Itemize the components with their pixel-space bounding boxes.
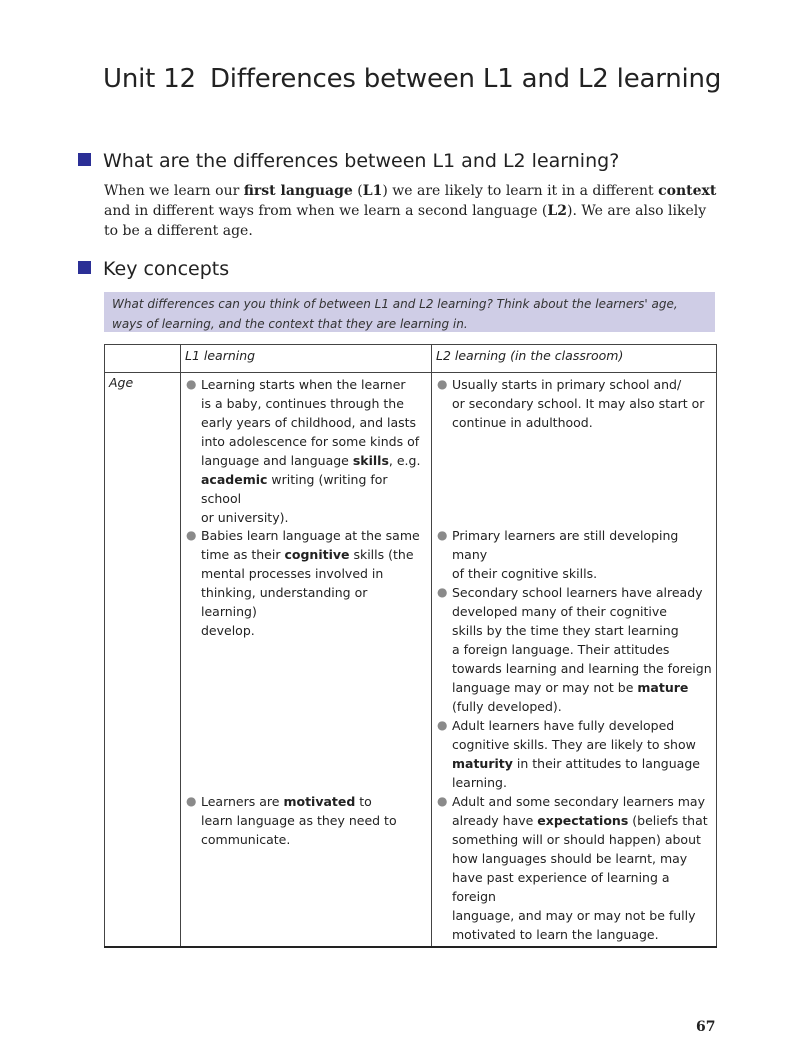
table-row-age: [105, 373, 717, 948]
square-bullet-icon: [78, 153, 91, 166]
section-heading-differences: [78, 150, 619, 172]
key-term: motivated: [283, 794, 356, 809]
discussion-prompt: What differences can you think of between L1 and L2 learning? Think about the learners' age, ways of learning, and the context that they are learning in.: [104, 292, 715, 332]
l2-bullet-item: ● Adult learners have fully developed cognitive skills. They are likely to show maturity in their attitudes to language learning.: [437, 718, 700, 790]
key-term: cognitive: [284, 547, 350, 562]
page-number: 67: [696, 1019, 716, 1035]
bullet-dot-icon: ●: [437, 718, 448, 732]
bullet-dot-icon: ●: [186, 794, 197, 808]
table-header-blank: [105, 345, 181, 373]
key-term: mature: [637, 680, 689, 695]
l1-group-1: [185, 375, 427, 526]
l2-learning-cell: [432, 373, 717, 948]
bullet-dot-icon: ●: [437, 377, 448, 391]
key-term: L2: [547, 203, 567, 219]
section-heading-key-concepts: [78, 258, 229, 280]
key-term: expectations: [537, 813, 629, 828]
section-heading-text: What are the differences between L1 and L2 learning?: [103, 150, 620, 172]
key-term: maturity: [452, 756, 513, 771]
unit-label: Unit 12: [103, 64, 196, 94]
bullet-dot-icon: ●: [437, 794, 448, 808]
key-term: L1: [362, 183, 383, 199]
l2-group-3: [436, 792, 712, 944]
bullet-dot-icon: ●: [186, 377, 197, 391]
row-label-age: Age: [105, 373, 181, 948]
l1-bullet-item: ● Learning starts when the learner is a baby, continues through the early years of childhood, and lasts into adolescence for some kinds of language and language skills, e.g. academic writing (writing for school or university).: [186, 377, 421, 525]
section-heading-text: Key concepts: [103, 258, 230, 280]
table-header-l2: L2 learning (in the classroom): [432, 345, 717, 373]
square-bullet-icon: [78, 261, 91, 274]
l1-bullet-item: ● Learners are motivated to learn language as they need to communicate.: [186, 794, 397, 847]
l2-group-2: [436, 526, 712, 792]
key-term: academic: [201, 472, 268, 487]
l2-bullet-item: ● Adult and some secondary learners may already have expectations (beliefs that something will or should happen) about how languages should be learnt, may have past experience of learning a foreign language, and may or may not be fully motivated to learn the language.: [437, 794, 708, 942]
bullet-dot-icon: ●: [186, 528, 197, 542]
table-header-l1: L1 learning: [181, 345, 432, 373]
key-term: first language: [243, 183, 353, 199]
key-term: context: [658, 183, 717, 199]
l1-group-2: [185, 526, 427, 792]
unit-title: Differences between L1 and L2 learning: [209, 64, 722, 94]
bullet-dot-icon: ●: [437, 528, 448, 542]
l1-group-3: [185, 792, 427, 849]
l1-learning-cell: [181, 373, 432, 948]
bullet-dot-icon: ●: [437, 585, 448, 599]
key-concepts-table: [104, 344, 717, 948]
l2-bullet-item: ● Usually starts in primary school and/ or secondary school. It may also start or continue in adulthood.: [437, 377, 705, 430]
key-term: skills: [352, 453, 389, 468]
page-title: [103, 64, 721, 94]
l2-bullet-item: ● Secondary school learners have already developed many of their cognitive skills by the time they start learning a foreign language. Their attitudes towards learning and learning the foreign language may or may not be mature (fully developed).: [437, 585, 712, 714]
l1-bullet-item: ● Babies learn language at the same time as their cognitive skills (the mental processes involved in thinking, understanding or learning) develop.: [186, 528, 420, 638]
intro-paragraph: When we learn our first language (L1) we are likely to learn it in a different context and in different ways from when we learn a second language (L2). We are also likely to be a different age.: [104, 183, 717, 239]
l2-bullet-item: ● Primary learners are still developing many of their cognitive skills.: [437, 528, 679, 581]
l2-group-1: [436, 375, 712, 526]
table-header-row: [105, 345, 717, 373]
